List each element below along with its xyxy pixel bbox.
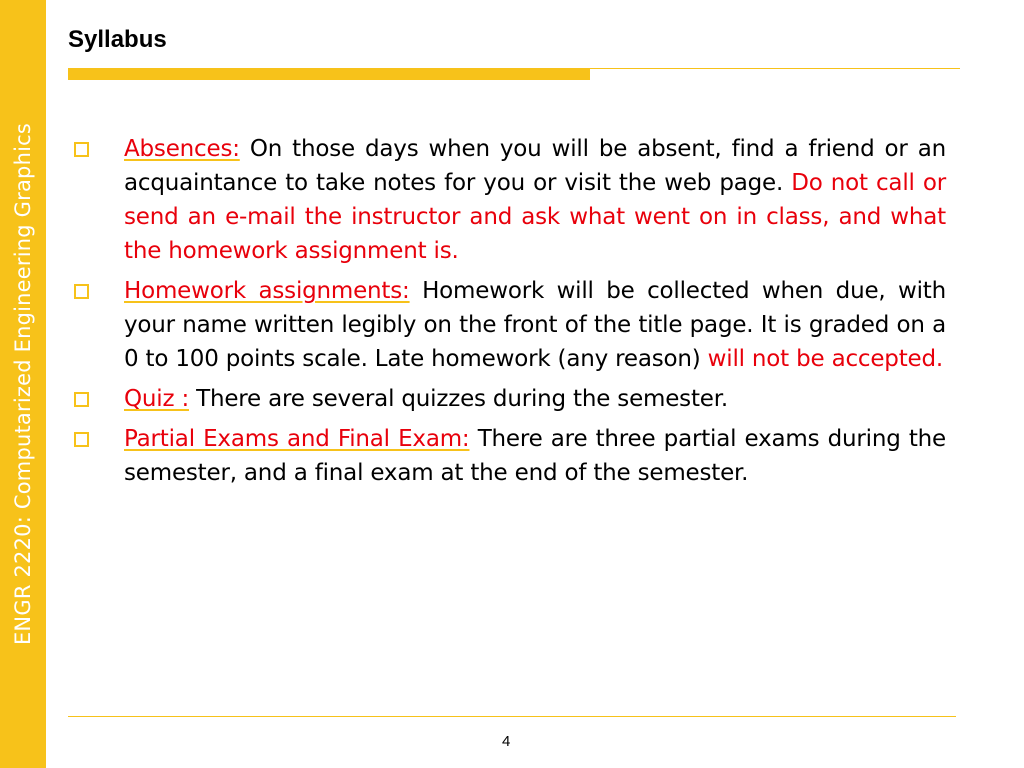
bullet-absences bbox=[70, 132, 946, 268]
bullet-exams bbox=[70, 422, 946, 490]
title-underline-thick bbox=[68, 69, 590, 80]
hollow-square-bullet-icon bbox=[74, 284, 89, 299]
bullet-highlight: will not be accepted. bbox=[707, 346, 943, 372]
bullet-text: On those days when you will be absent, find a friend or an acquaintance to take notes for you or visit the web page. bbox=[124, 136, 946, 196]
bullet-term: Partial Exams and Final Exam: bbox=[124, 426, 470, 452]
bullet-text: Homework will be collected when due, with your name written legibly on the front of the title page. It is graded on a 0 to 100 points scale. Late homework (any reason) bbox=[124, 278, 947, 372]
hollow-square-bullet-icon bbox=[74, 142, 89, 157]
course-title: ENGR 2220: Computarized Engineering Graphics bbox=[11, 122, 35, 646]
bullet-term: Quiz : bbox=[124, 386, 190, 412]
bullet-term: Absences: bbox=[124, 136, 240, 162]
bullet-highlight: Do not call or send an e-mail the instructor and ask what went on in class, and what the homework assignment is. bbox=[124, 170, 946, 264]
footer-line bbox=[68, 716, 956, 717]
hollow-square-bullet-icon bbox=[74, 392, 89, 407]
slide-title: Syllabus bbox=[68, 26, 167, 53]
page-number: 4 bbox=[502, 733, 511, 750]
side-band bbox=[0, 0, 46, 768]
bullet-term: Homework assignments: bbox=[124, 278, 410, 304]
hollow-square-bullet-icon bbox=[74, 432, 89, 447]
bullet-text: There are several quizzes during the semester. bbox=[189, 386, 728, 412]
bullet-homework bbox=[70, 274, 946, 376]
bullet-text: There are three partial exams during the semester, and a final exam at the end of the semester. bbox=[124, 426, 946, 486]
slide-content bbox=[70, 132, 946, 496]
bullet-quiz bbox=[70, 382, 946, 416]
